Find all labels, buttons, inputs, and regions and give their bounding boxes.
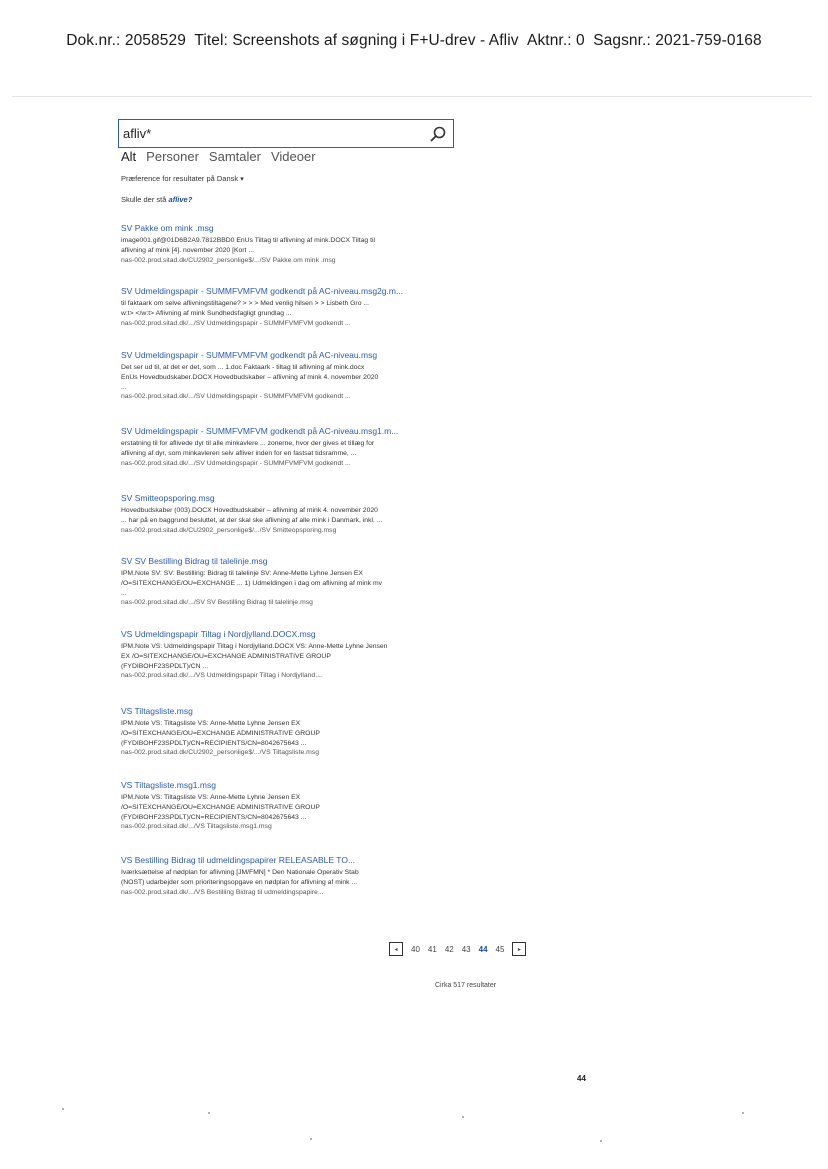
result-url: nas-002.prod.sitad.dk/.../SV Udmeldingspapir - SUMMFVMFVM godkendt ...: [121, 319, 351, 327]
snippet-line: (FYDIBOHF23SPDLT)/CN ...: [121, 662, 209, 670]
scan-speck: [462, 1116, 464, 1118]
snippet-line: IPM.Note VS: Udmeldingspapir Tiltag i Nordjylland.DOCX VS: Anne-Mette Lyhne Jensen: [121, 643, 388, 650]
page-link[interactable]: 40: [411, 944, 420, 954]
search-result: [121, 855, 466, 897]
result-title-link[interactable]: SV Pakke om mink .msg: [121, 223, 214, 233]
page-link[interactable]: 45: [495, 944, 505, 954]
search-result: [121, 556, 466, 608]
next-page-button[interactable]: ▸: [512, 942, 526, 956]
snippet-line: aflivning af mink [4]. november 2020 [Kort ...: [121, 246, 254, 254]
scan-speck: [208, 1112, 210, 1114]
search-result: [121, 706, 466, 758]
page-link[interactable]: 42: [444, 944, 454, 954]
did-you-mean-link[interactable]: aflive?: [168, 195, 193, 204]
search-result: [121, 629, 466, 681]
search-result: [121, 223, 466, 265]
tab-personer[interactable]: Personer: [146, 149, 199, 164]
search-result: [121, 780, 466, 832]
chevron-down-icon: ▾: [240, 176, 244, 183]
result-title-link[interactable]: SV Udmeldingspapir - SUMMFVMFVM godkendt på AC-niveau.msg: [121, 350, 378, 360]
snippet-line: EX /O=SITEXCHANGE/OU=EXCHANGE ADMINISTRATIVE GROUP: [121, 652, 331, 660]
snippet-line: ...: [121, 383, 127, 391]
snippet-line: IPM.Note SV: SV: Bestilling: Bidrag til talelinje SV: Anne-Mette Lyhne Jensen EX: [121, 570, 363, 577]
result-snippet: [121, 793, 466, 822]
result-snippet: [121, 569, 466, 598]
result-title-link[interactable]: SV Udmeldingspapir - SUMMFVMFVM godkendt på AC-niveau.msg1.m...: [121, 426, 399, 436]
scan-speck: [62, 1108, 64, 1110]
result-url: nas-002.prod.sitad.dk/CU2902_personlige$/.../VS Tiltagsliste.msg: [121, 749, 319, 757]
scan-speck: [742, 1112, 744, 1114]
search-input[interactable]: [123, 123, 423, 143]
snippet-line: /O=SITEXCHANGE/OU=EXCHANGE ADMINISTRATIVE GROUP: [121, 729, 320, 737]
search-icon[interactable]: [429, 125, 447, 143]
prev-page-button[interactable]: ◂: [389, 942, 403, 956]
snippet-line: til faktaark om selve aflivningstiltagene? > > > Med venlig hilsen > > Lisbeth Gro ...: [121, 300, 370, 307]
result-snippet: [121, 868, 466, 888]
snippet-line: EnUs Hovedbudskaber.DOCX Hovedbudskaber – aflivning af mink 4. november 2020: [121, 373, 379, 381]
snippet-line: Det ser ud til, at det er det, som ... 1.doc Faktaark - tiltag til aflivning af mink.docx: [121, 364, 365, 371]
tab-videoer[interactable]: Videoer: [270, 149, 316, 164]
result-title-link[interactable]: VS Bestilling Bidrag til udmeldingspapirer RELEASABLE TO...: [121, 855, 356, 865]
result-url: nas-002.prod.sitad.dk/CU2902_personlige$/.../SV Pakke om mink .msg: [121, 256, 336, 264]
result-url: nas-002.prod.sitad.dk/CU2902_personlige$/.../SV Smitteopsporing.msg: [121, 526, 337, 534]
search-tabs: [121, 149, 316, 164]
snippet-line: aflivning af dyr, som minkavleren selv afliver inden for en fastsat tidsramme, ...: [121, 449, 357, 457]
snippet-line: (FYDIBOHF23SPDLT)/CN=RECIPIENTS/CN=8042675643 ...: [121, 813, 307, 821]
tab-alt[interactable]: Alt: [121, 149, 137, 164]
result-url: nas-002.prod.sitad.dk/.../VS Udmeldingspapir Tiltag i Nordjylland....: [121, 672, 323, 680]
result-snippet: [121, 439, 466, 459]
snippet-line: ... har på en baggrund besluttet, at der skal ske aflivning af alle mink i Danmark, inkl. ...: [121, 516, 383, 524]
scan-speck: [310, 1138, 312, 1140]
current-page[interactable]: 44: [478, 944, 488, 954]
result-url: nas-002.prod.sitad.dk/.../VS Tiltagsliste.msg1.msg: [121, 823, 272, 831]
document-header: [0, 32, 828, 50]
result-url: nas-002.prod.sitad.dk/.../SV Udmeldingspapir - SUMMFVMFVM godkendt ...: [121, 393, 351, 401]
snippet-line: /O=SITEXCHANGE/OU=EXCHANGE ADMINISTRATIVE GROUP: [121, 803, 320, 811]
pagination: [389, 942, 526, 956]
language-preference[interactable]: [121, 174, 244, 183]
snippet-line: w:t> </w:t> Aflivning af mink Sundhedsfagligt grundlag ...: [121, 309, 292, 317]
snippet-line: IPM.Note VS: Tiltagsliste VS: Anne-Mette Lyhne Jensen EX: [121, 720, 301, 727]
snippet-line: Iværksættelse af nødplan for aflivning [JM/FMN] * Den Nationale Operativ Stab: [121, 869, 359, 876]
snippet-line: erstatning til for aflivede dyr til alle minkavlere ... zonerne, hvor der gives et tillæg for: [121, 440, 375, 447]
search-result: [121, 426, 466, 468]
tab-samtaler[interactable]: Samtaler: [208, 149, 261, 164]
doc-aktnr: Aktnr.: 0: [527, 32, 585, 49]
did-you-mean: [121, 195, 192, 204]
result-snippet: [121, 299, 466, 319]
scan-divider: [12, 96, 812, 97]
result-snippet: [121, 719, 466, 748]
search-result: [121, 493, 466, 535]
doc-title: Titel: Screenshots af søgning i F+U-drev - Afliv: [194, 32, 519, 49]
snippet-line: IPM.Note VS: Tiltagsliste VS: Anne-Mette Lyhne Jensen EX: [121, 794, 301, 801]
result-count: Cirka 517 resultater: [435, 982, 497, 989]
search-result: [121, 286, 466, 328]
result-url: nas-002.prod.sitad.dk/.../SV SV Bestilling Bidrag til talelinje.msg: [121, 599, 313, 607]
result-snippet: [121, 642, 466, 671]
page-number: 44: [577, 1074, 586, 1083]
snippet-line: Hovedbudskaber (003).DOCX Hovedbudskaber – aflivning af mink 4. november 2020: [121, 507, 378, 514]
result-title-link[interactable]: VS Udmeldingspapir Tiltag i Nordjylland.DOCX.msg: [121, 629, 316, 639]
result-url: nas-002.prod.sitad.dk/.../SV Udmeldingspapir - SUMMFVMFVM godkendt ...: [121, 459, 351, 467]
page-link[interactable]: 41: [427, 944, 437, 954]
doc-sagsnr: Sagsnr.: 2021-759-0168: [593, 32, 762, 49]
did-you-mean-prefix: Skulle der stå: [121, 195, 167, 204]
doc-number: Dok.nr.: 2058529: [66, 32, 186, 49]
result-url: nas-002.prod.sitad.dk/.../VS Bestilling Bidrag til udmeldingspapire...: [121, 888, 324, 896]
result-title-link[interactable]: VS Tiltagsliste.msg: [121, 706, 193, 716]
scan-speck: [600, 1140, 602, 1142]
snippet-line: (FYDIBOHF23SPDLT)/CN=RECIPIENTS/CN=8042675643 ...: [121, 739, 307, 747]
preference-label: Præference for resultater på Dansk: [121, 174, 239, 183]
search-box: [118, 119, 454, 148]
result-title-link[interactable]: SV Udmeldingspapir - SUMMFVMFVM godkendt på AC-niveau.msg2g.m...: [121, 286, 404, 296]
result-title-link[interactable]: VS Tiltagsliste.msg1.msg: [121, 780, 216, 790]
result-snippet: [121, 506, 466, 526]
result-title-link[interactable]: SV SV Bestilling Bidrag til talelinje.msg: [121, 556, 268, 566]
result-title-link[interactable]: SV Smitteopsporing.msg: [121, 493, 215, 503]
snippet-line: image001.gif@01D6B2A9.7812BBD0 EnUs Tiltag til aflivning af mink.DOCX Tiltag til: [121, 237, 375, 244]
snippet-line: (NOST) udarbejder som prioriteringsopgave en nødplan for aflivning af mink ...: [121, 878, 358, 886]
snippet-line: ...: [121, 589, 127, 597]
search-result: [121, 350, 466, 402]
result-snippet: [121, 236, 466, 256]
page-link[interactable]: 43: [461, 944, 471, 954]
result-snippet: [121, 363, 466, 392]
snippet-line: /O=SITEXCHANGE/OU=EXCHANGE ... 1) Udmeldingen i dag om aflivning af mink mv: [121, 579, 383, 587]
